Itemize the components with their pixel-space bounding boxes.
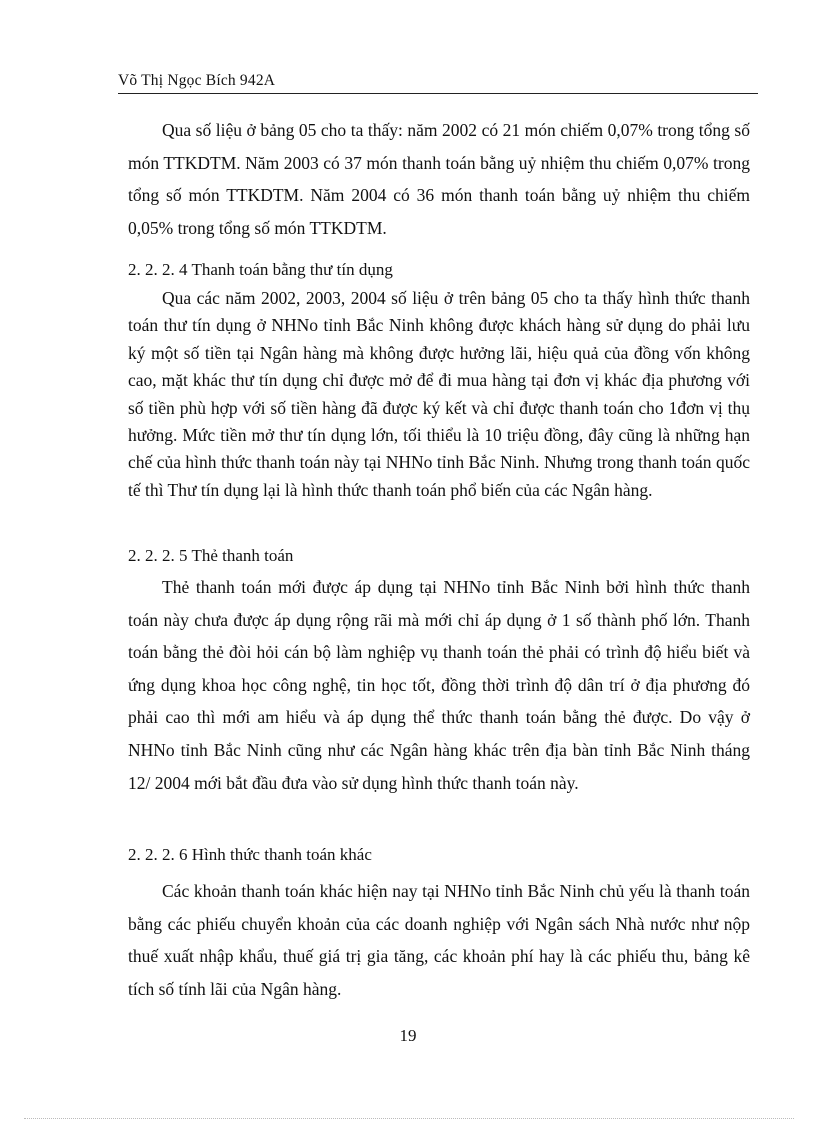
section-heading-other-methods: 2. 2. 2. 6 Hình thức thanh toán khác <box>128 845 372 864</box>
bottom-divider <box>24 1118 794 1119</box>
section-heading-payment-card: 2. 2. 2. 5 Thẻ thanh toán <box>128 546 294 565</box>
paragraph-letter-of-credit: Qua các năm 2002, 2003, 2004 số liệu ở trên bảng 05 cho ta thấy hình thức thanh toán thư tín dụng ở NHNo tỉnh Bắc Ninh không được khách hàng sử dụng do phải lưu ký một số tiền tại Ngân hàng mà không được hưởng lãi, hiệu quả của đồng vốn không cao, mặt khác thư tín dụng chỉ được mở để đi mua hàng tại đơn vị khác địa phương với số tiền phù hợp với số tiền hàng đã được ký kết và chỉ được thanh toán cho 1đơn vị thụ hưởng. Mức tiền mở thư tín dụng lớn, tối thiểu là 10 triệu đồng, đây cũng là những hạn chế của hình thức thanh toán này tại NHNo tỉnh Bắc Ninh. Nhưng trong thanh toán quốc tế thì Thư tín dụng lại là hình thức thanh toán phổ biến của các Ngân hàng. <box>128 288 750 500</box>
section-heading-letter-of-credit: 2. 2. 2. 4 Thanh toán bằng thư tín dụng <box>128 260 393 279</box>
page-number: 19 <box>399 1026 417 1045</box>
paragraph-payment-card: Thẻ thanh toán mới được áp dụng tại NHNo tỉnh Bắc Ninh bởi hình thức thanh toán này chưa được áp dụng rộng rãi mà mới chỉ áp dụng ở 1 số thành phố lớn. Thanh toán bằng thẻ đòi hỏi cán bộ làm nghiệp vụ thanh toán thẻ phải có trình độ hiểu biết và ứng dụng khoa học công nghệ, tin học tốt, đồng thời trình độ dân trí ở địa phương đó phải cao thì mới am hiểu và áp dụng thể thức thanh toán bằng thẻ được. Do vậy ở NHNo tỉnh Bắc Ninh cũng như các Ngân hàng khác trên địa bàn tỉnh Bắc Ninh tháng 12/ 2004 mới bắt đầu đưa vào sử dụng hình thức thanh toán này. <box>128 577 750 793</box>
paragraph-other-methods: Các khoản thanh toán khác hiện nay tại NHNo tỉnh Bắc Ninh chủ yếu là thanh toán bằng các phiếu chuyển khoản của các doanh nghiệp với Ngân sách Nhà nước như nộp thuế xuất nhập khẩu, thuế giá trị gia tăng, các khoản phí hay là các phiếu thu, bảng kê tích số tính lãi của Ngân hàng. <box>128 881 750 999</box>
header-author: Võ Thị Ngọc Bích 942A <box>118 72 276 89</box>
page-header <box>118 62 758 94</box>
intro-paragraph: Qua số liệu ở bảng 05 cho ta thấy: năm 2002 có 21 món chiếm 0,07% trong tổng số món TTKDTM. Năm 2003 có 37 món thanh toán bằng uỷ nhiệm thu chiếm 0,07% trong tổng số món TTKDTM. Năm 2004 có 36 món thanh toán bằng uỷ nhiệm thu chiếm 0,05% trong tổng số món TTKDTM. <box>128 120 750 238</box>
